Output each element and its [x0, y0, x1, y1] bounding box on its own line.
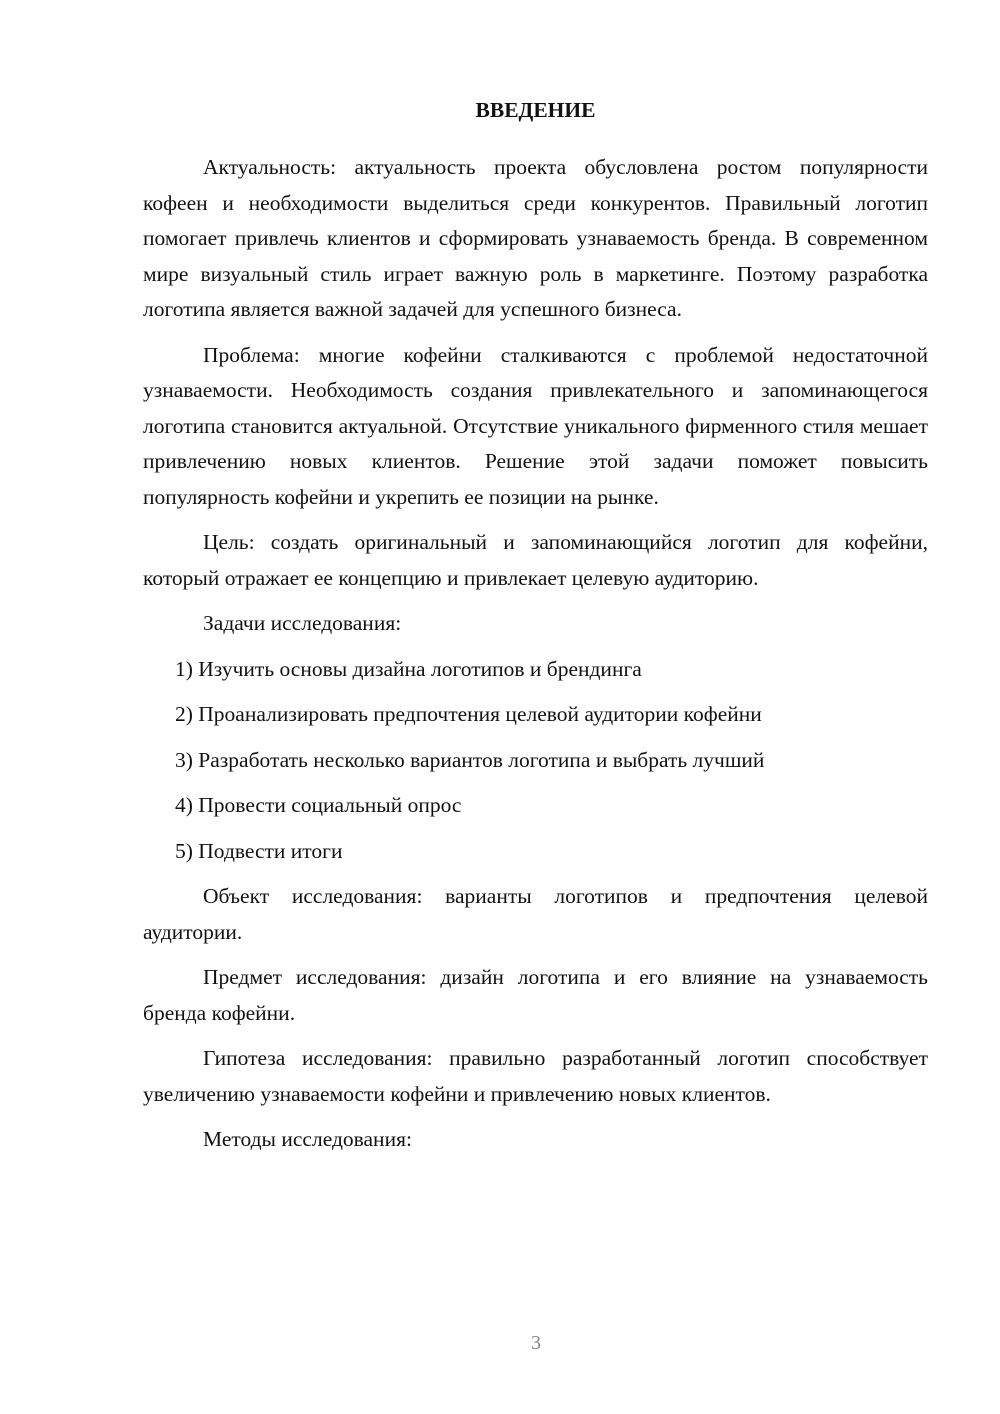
hypothesis-paragraph: Гипотеза исследования: правильно разработанный логотип способствует увеличению узнаваемости кофейни и привлечению новых клиентов.	[143, 1046, 928, 1106]
goal-paragraph: Цель: создать оригинальный и запоминающийся логотип для кофейни, который отражает ее концепцию и привлекает целевую аудиторию.	[143, 530, 928, 590]
list-item: 2) Проанализировать предпочтения целевой аудитории кофейни	[175, 702, 762, 726]
section-title: ВВЕДЕНИЕ	[475, 98, 596, 122]
list-item: 4) Провести социальный опрос	[175, 793, 462, 817]
list-item: 1) Изучить основы дизайна логотипов и брендинга	[175, 656, 642, 681]
list-item: 5) Подвести итоги	[175, 838, 343, 863]
tasks-list	[143, 652, 928, 870]
tasks-heading: Задачи исследования:	[203, 611, 402, 635]
problem-paragraph: Проблема: многие кофейни сталкиваются с проблемой недостаточной узнаваемости. Необходимость создания привлекательного и запоминающегося логотипа становится актуальной. Отсутствие уникального фирменного стиля мешает привлечению новых клиентов. Решение этой задачи поможет повысить популярность кофейни и укрепить ее позиции на рынке.	[143, 342, 928, 509]
methods-heading: Методы исследования:	[203, 1127, 412, 1151]
document-page	[143, 92, 928, 1168]
subject-paragraph: Предмет исследования: дизайн логотипа и его влияние на узнаваемость бренда кофейни.	[143, 965, 928, 1025]
relevance-paragraph: Актуальность: актуальность проекта обусловлена ростом популярности кофеен и необходимости выделиться среди конкурентов. Правильный логотип помогает привлечь клиентов и сформировать узнаваемость бренда. В современном мире визуальный стиль играет важную роль в маркетинге. Поэтому разработка логотипа является важной задачей для успешного бизнеса.	[143, 155, 928, 321]
object-paragraph: Объект исследования: варианты логотипов и предпочтения целевой аудитории.	[143, 884, 928, 944]
page-number: 3	[531, 1332, 541, 1354]
list-item: 3) Разработать несколько вариантов логотипа и выбрать лучший	[175, 747, 765, 772]
